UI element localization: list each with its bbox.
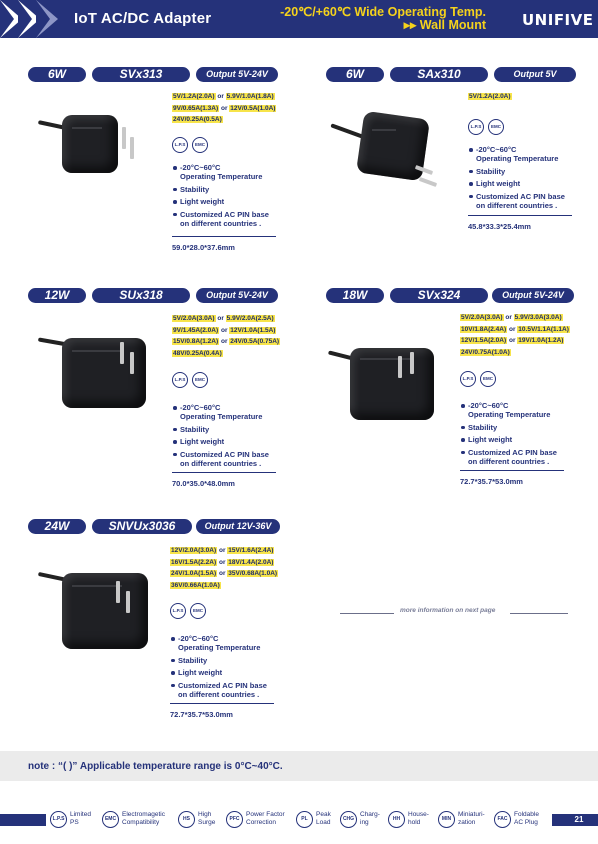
peak-load-icon: PL	[296, 811, 313, 828]
model-tag: SAx310	[390, 67, 488, 82]
adapter-image	[38, 107, 156, 197]
product-svx313	[28, 67, 298, 257]
adapter-image	[328, 328, 446, 418]
product-sax310	[326, 67, 586, 237]
dimensions: 72.7*35.7*53.0mm	[170, 710, 233, 719]
divider	[172, 236, 276, 237]
adapter-image	[38, 559, 156, 649]
charging-icon: CHG	[340, 811, 357, 828]
page-title: IoT AC/DC Adapter	[74, 10, 212, 27]
power-factor-icon: PFC	[226, 811, 243, 828]
feature-list: -20°C~60°C Operating Temperature Stability Light weight Customized AC PIN base on different countries .	[468, 145, 598, 213]
emc-icon: EMC	[102, 811, 119, 828]
brand-logo: UNIFIVE	[522, 11, 594, 29]
power-tag: 6W	[28, 67, 86, 82]
power-tag: 12W	[28, 288, 86, 303]
emc-icon: EMC	[192, 372, 208, 388]
output-specs: 5V/2.0A(3.0A) or 5.9V/3.0A(3.0A) 10V/1.8A(2.4A) or 10.5V/1.1A(1.1A) 12V/1.5A(2.0A) or 19V/1.0A(1.2A) 24V/0.75A(1.0A)	[461, 314, 569, 356]
lps-icon: L.P.S	[460, 371, 476, 387]
model-tag: SUx318	[92, 288, 190, 303]
model-tag: SVx313	[92, 67, 190, 82]
dimensions: 45.8*33.3*25.4mm	[468, 222, 531, 231]
output-tag: Output 12V-36V	[196, 519, 280, 534]
lps-icon: L.P.S	[172, 137, 188, 153]
adapter-image	[330, 107, 448, 197]
divider	[468, 215, 572, 216]
model-tag: SVx324	[390, 288, 488, 303]
miniaturization-icon: MIN	[438, 811, 455, 828]
output-specs: 5V/1.2A(2.0A) or 5.9V/1.0A(1.8A) 9V/0.65A(1.3A) or 12V/0.5A(1.0A) 24V/0.25A(0.5A)	[173, 93, 276, 123]
household-icon: HH	[388, 811, 405, 828]
page-header	[0, 0, 598, 38]
model-tag: SNVUx3036	[92, 519, 192, 534]
divider	[172, 472, 276, 473]
product-snvux3036	[28, 519, 298, 729]
lps-icon: L.P.S	[170, 603, 186, 619]
divider	[170, 703, 274, 704]
divider	[460, 470, 564, 471]
product-svx324	[326, 288, 590, 488]
emc-icon: EMC	[480, 371, 496, 387]
lps-icon: L.P.S	[172, 372, 188, 388]
page-number: 21	[574, 815, 584, 824]
dimensions: 70.0*35.0*48.0mm	[172, 479, 235, 488]
lps-icon: L.P.S	[468, 119, 484, 135]
output-tag: Output 5V-24V	[196, 67, 278, 82]
feature-list: -20°C~60°C Operating Temperature Stability Light weight Customized AC PIN base on different countries .	[170, 634, 300, 702]
power-tag: 6W	[326, 67, 384, 82]
emc-icon: EMC	[190, 603, 206, 619]
lps-icon: L.P.S	[50, 811, 67, 828]
power-tag: 24W	[28, 519, 86, 534]
emc-icon: EMC	[192, 137, 208, 153]
dimensions: 72.7*35.7*53.0mm	[460, 477, 523, 486]
output-specs: 5V/1.2A(2.0A)	[469, 93, 511, 100]
adapter-image	[38, 326, 156, 416]
dimensions: 59.0*28.0*37.6mm	[172, 243, 235, 252]
note-bar	[0, 751, 598, 781]
temperature-banner: -20℃/+60℃ Wide Operating Temp. ▸▸ Wall Mount	[280, 5, 486, 32]
temperature-note: note : “( )” Applicable temperature range is 0°C~40°C.	[28, 761, 283, 772]
feature-list: -20°C~60°C Operating Temperature Stability Light weight Customized AC PIN base on different countries .	[460, 401, 590, 469]
feature-list: -20°C~60°C Operating Temperature Stability Light weight Customized AC PIN base on different countries .	[172, 163, 302, 231]
foldable-plug-icon: FAC	[494, 811, 511, 828]
emc-icon: EMC	[488, 119, 504, 135]
power-tag: 18W	[326, 288, 384, 303]
output-specs: 12V/2.0A(3.0A) or 15V/1.6A(2.4A) 16V/1.5A(2.2A) or 18V/1.4A(2.0A) 24V/1.0A(1.5A) or 35V/0.68A(1.0A) 36V/0.66A(1.0A)	[171, 547, 278, 589]
product-sux318	[28, 288, 298, 488]
feature-list: -20°C~60°C Operating Temperature Stability Light weight Customized AC PIN base on different countries .	[172, 403, 302, 471]
output-specs: 5V/2.0A(3.0A) or 5.9V/2.0A(2.5A) 9V/1.45A(2.0A) or 12V/1.0A(1.5A) 15V/0.8A(1.2A) or 24V/0.5A(0.75A) 48V/0.25A(0.4A)	[173, 315, 280, 357]
output-tag: Output 5V	[494, 67, 576, 82]
high-surge-icon: HS	[178, 811, 195, 828]
output-tag: Output 5V-24V	[196, 288, 278, 303]
output-tag: Output 5V-24V	[492, 288, 574, 303]
more-info-note: more information on next page	[340, 607, 568, 619]
icon-legend: 21 L.P.S Limited PS EMC Electromagetic Compatibility HS High Surge PFC Power Factor Correction PL Peak Load CHG Charg- ing HH House- hold MIN Miniaturi- zation FAC Foldable AC Plug	[0, 808, 598, 832]
